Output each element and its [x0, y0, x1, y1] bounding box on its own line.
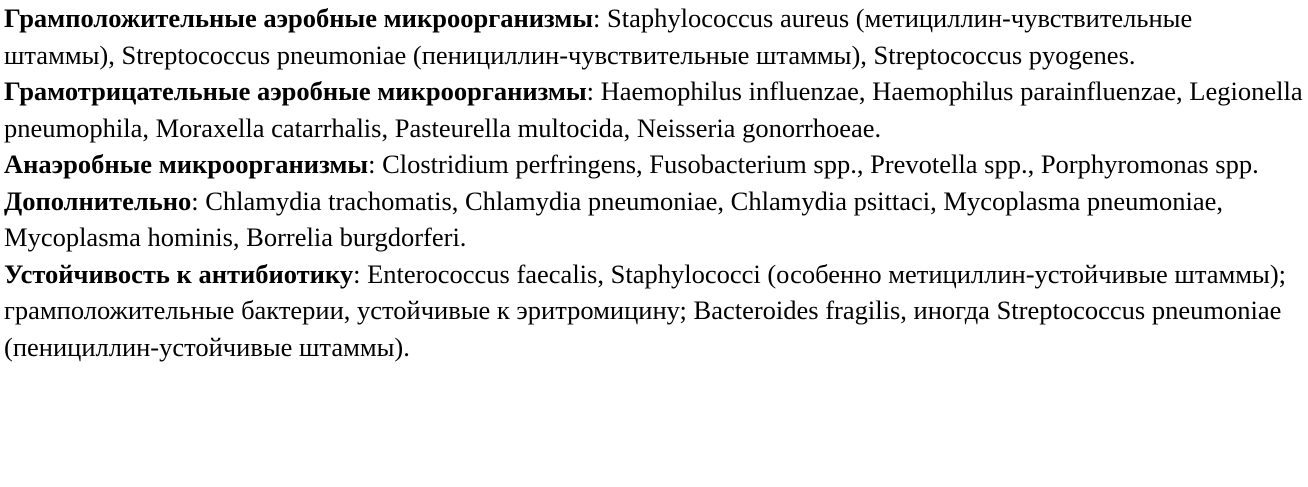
text-anaerobes: : Clostridium perfringens, Fusobacterium spp., Prevotella spp., Porphyromonas spp.: [368, 149, 1259, 179]
text-additional: : Chlamydia trachomatis, Chlamydia pneumoniae, Chlamydia psittaci, Mycoplasma pneumoniae, Mycoplasma hominis, Borrelia burgdorferi.: [4, 185, 1224, 252]
paragraph-anaerobes: [4, 146, 1308, 183]
paragraph-gram-positive-aerobes: [4, 0, 1308, 73]
term-additional: Дополнительно: [4, 185, 192, 216]
text-gram-negative-aerobes: : Haemophilus influenzae, Haemophilus parainfluenzae, Legionella pneumophila, Moraxella catarrhalis, Pasteurella multocida, Neisseria gonorrhoeae.: [4, 76, 1303, 143]
paragraph-additional: [4, 183, 1308, 256]
term-anaerobes: Анаэробные микроорганизмы: [4, 149, 369, 179]
text-gram-positive-aerobes: : Staphylococcus aureus (метициллин-чувствительные штаммы), Streptococcus pneumoniae (пенициллин-чувствительные штаммы), Streptococcus pyogenes.: [4, 3, 1193, 70]
text-antibiotic-resistance: : Enterococcus faecalis, Staphylococci (особенно метициллин-устойчивые штаммы); грамположительные бактерии, устойчивые к эритромицину; Bacteroides fragilis, иногда Streptococcus pneumoniae (пенициллин-устойчивые штаммы).: [4, 258, 1287, 362]
term-antibiotic-resistance: Устойчивость к антибиотику: [4, 258, 354, 289]
term-gram-negative-aerobes: Грамотрицательные аэробные микроорганизмы: [4, 76, 587, 106]
term-gram-positive-aerobes: Грамположительные аэробные микроорганизмы: [4, 3, 594, 33]
paragraph-gram-negative-aerobes: [4, 73, 1308, 146]
paragraph-antibiotic-resistance: [4, 256, 1308, 366]
